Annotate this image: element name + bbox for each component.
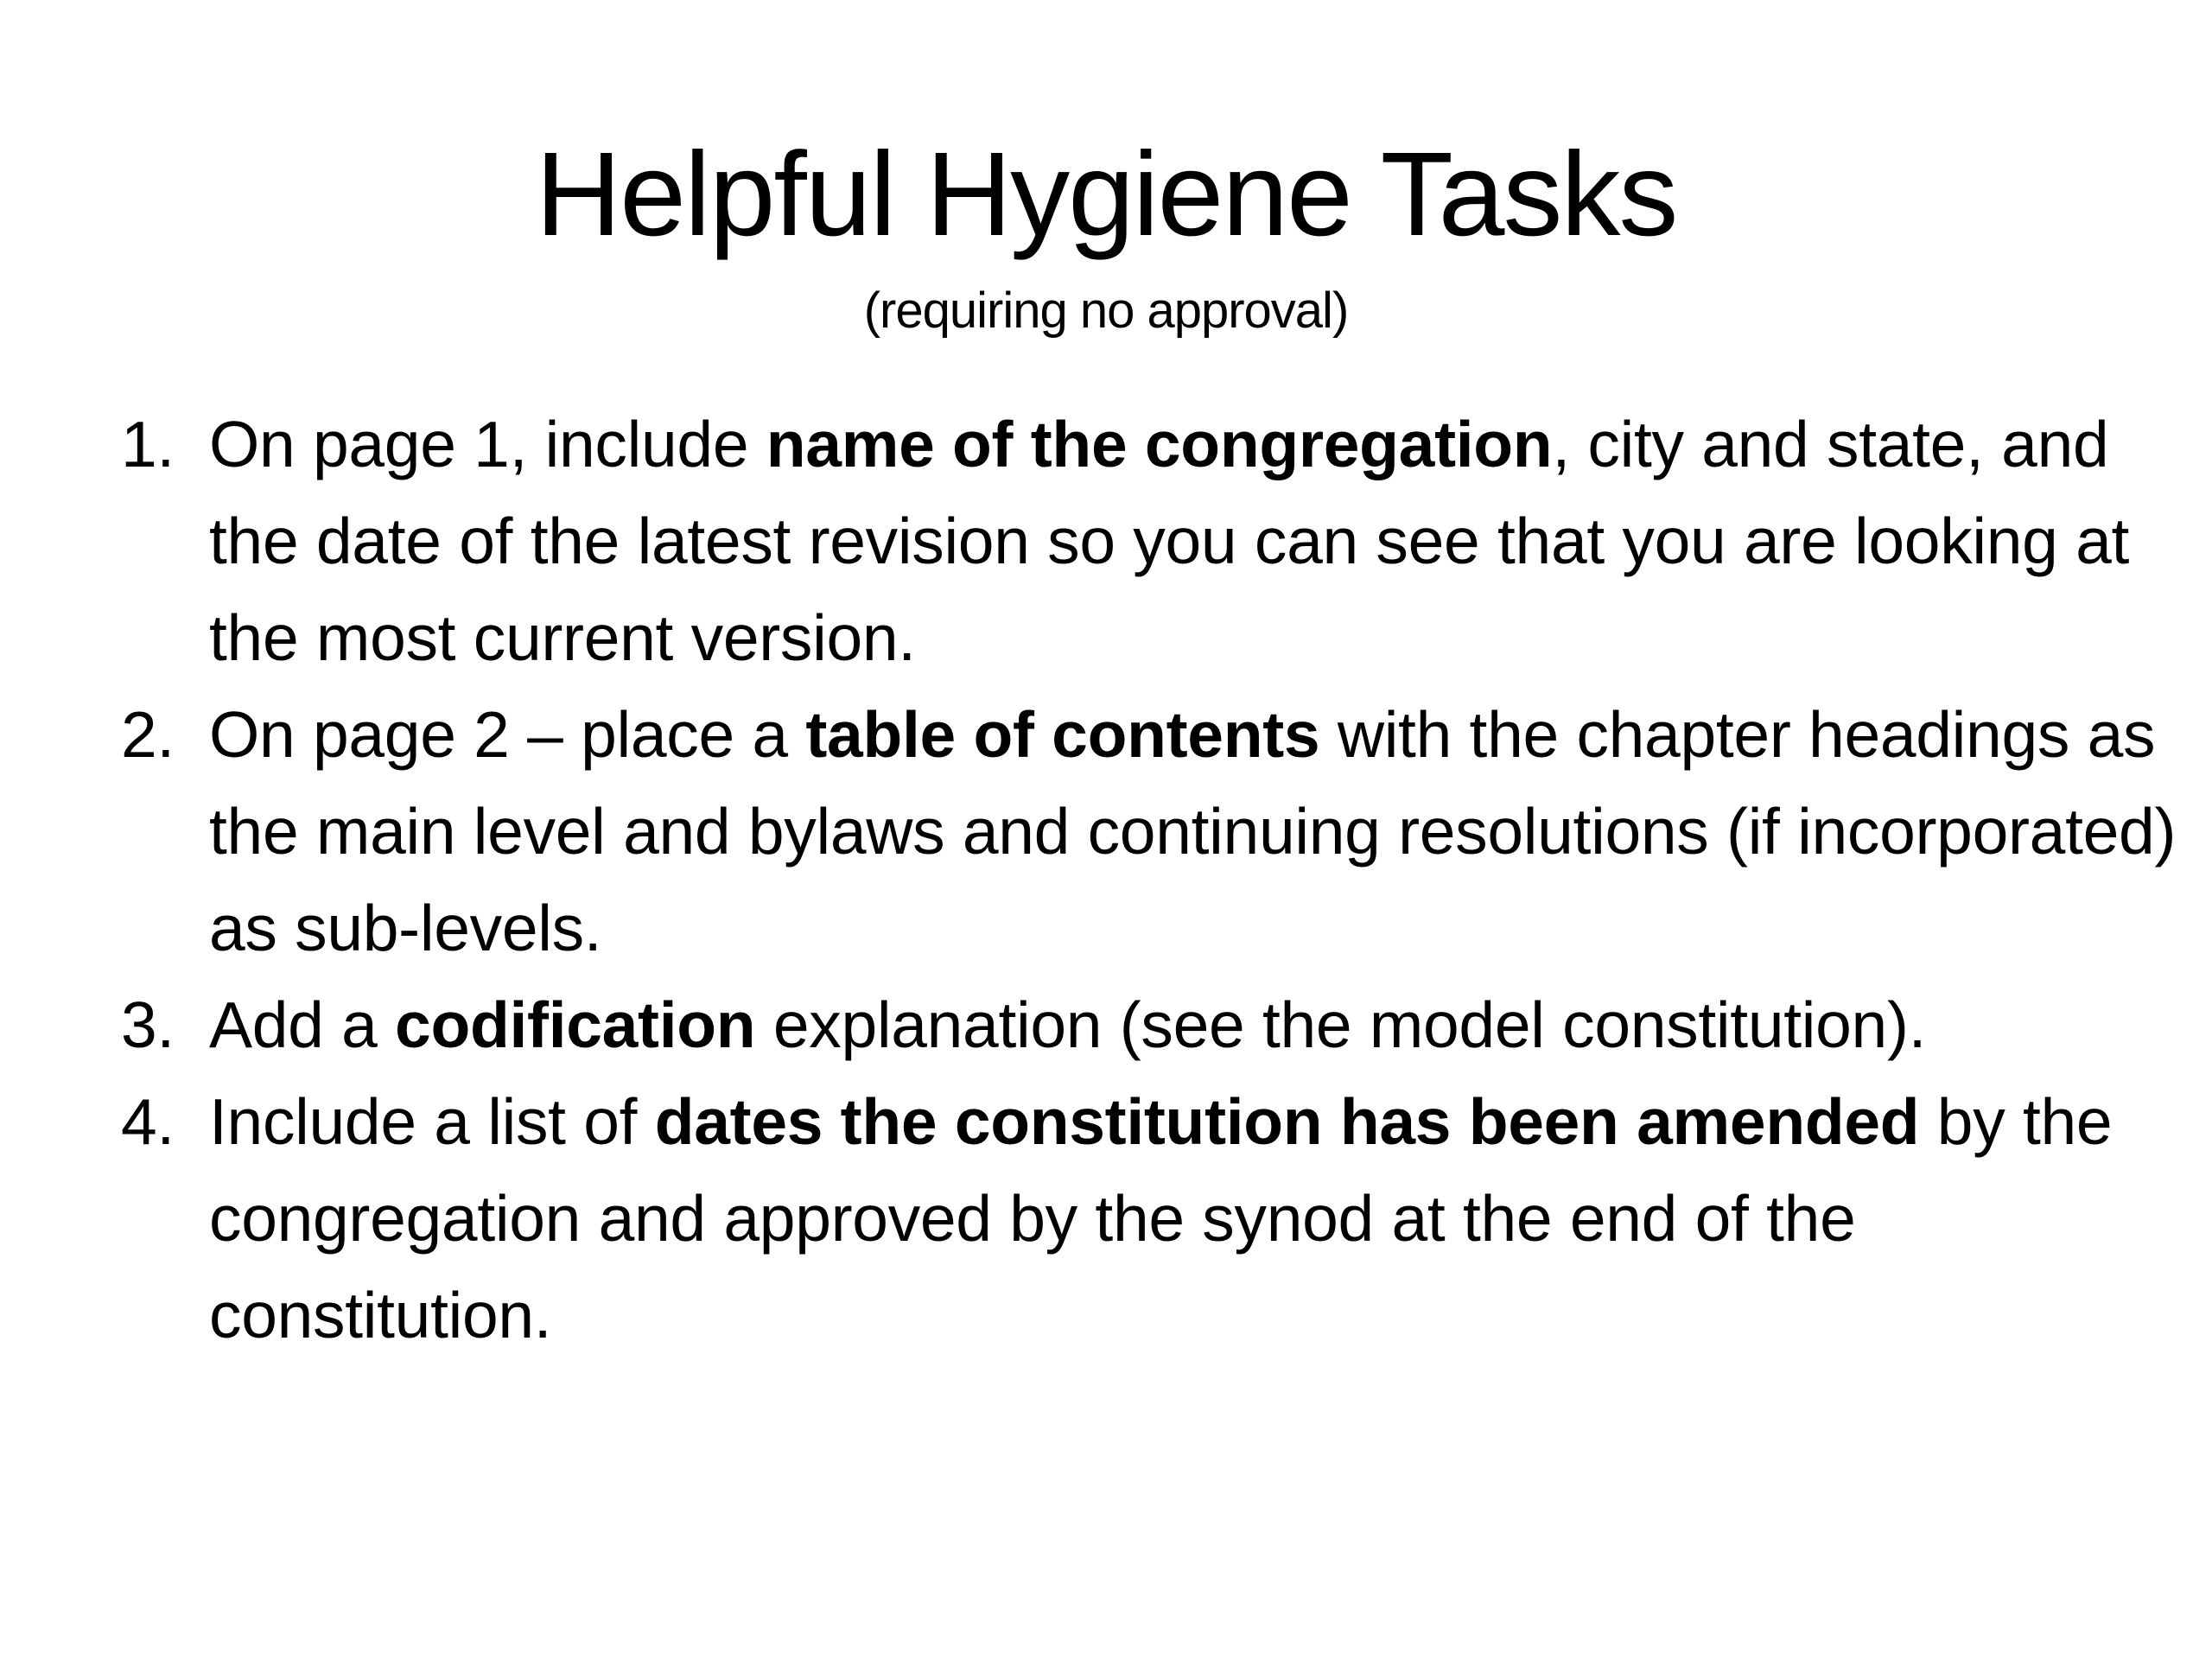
task-text — [209, 698, 2176, 964]
task-text-bold: dates the constitution has been amended — [654, 1085, 1920, 1158]
task-item-3 — [121, 976, 2177, 1073]
slide-subtitle: (requiring no approval) — [863, 283, 1349, 339]
task-text-bold: table of contents — [805, 698, 1320, 771]
task-item-4 — [121, 1073, 2177, 1363]
task-text-pre: On page 1, include — [209, 408, 766, 480]
slide-title: Helpful Hygiene Tasks — [535, 128, 1677, 261]
task-text-post: by the congregation and approved by the synod at the end of the constitution. — [209, 1085, 2113, 1351]
task-item-1 — [121, 396, 2177, 686]
task-text — [209, 1085, 2112, 1351]
task-text-pre: Include a list of — [209, 1085, 655, 1158]
task-text — [209, 408, 2129, 674]
task-number: 3. — [121, 988, 175, 1061]
task-text-pre: On page 2 – place a — [209, 698, 806, 771]
task-text-bold: name of the congregation — [766, 408, 1553, 480]
task-number: 1. — [121, 408, 175, 480]
task-item-2 — [121, 686, 2177, 976]
task-text-post: with the chapter headings as the main level and bylaws and continuing resolutions (if incorporated) as sub-levels. — [209, 698, 2177, 964]
task-text — [209, 988, 1926, 1061]
task-text-post: , city and state, and the date of the latest revision so you can see that you are looking at the most current version. — [209, 408, 2130, 674]
task-text-pre: Add a — [209, 988, 396, 1061]
task-text-bold: codification — [395, 988, 756, 1061]
task-list — [121, 396, 2177, 1363]
task-number: 4. — [121, 1085, 175, 1158]
task-number: 2. — [121, 698, 175, 771]
task-text-post: explanation (see the model constitution). — [755, 988, 1927, 1061]
